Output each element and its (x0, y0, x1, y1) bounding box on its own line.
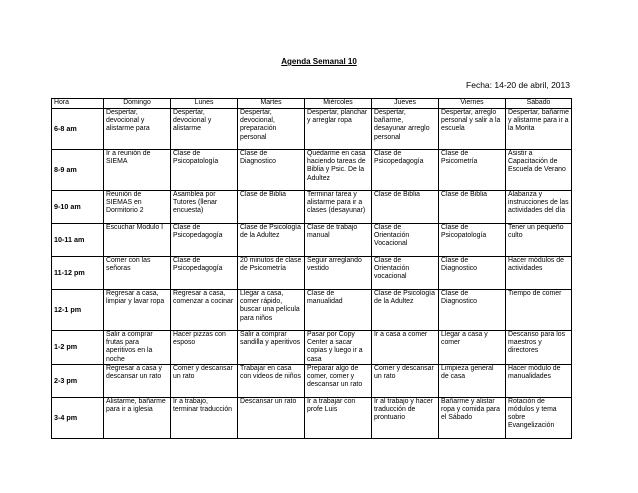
activity-cell: Ir al trabajo y hacer traducción de prontuario (372, 397, 439, 438)
activity-cell: Ir a trabajar con profe Luis (305, 397, 372, 438)
hora-cell: 10-11 am (52, 224, 104, 257)
activity-cell: Reunión de SIEMAS en Dormitorio 2 (104, 191, 171, 224)
table-row (52, 150, 572, 191)
activity-cell: Tiempo de comer (506, 290, 572, 331)
activity-cell: Asistir a Capacitación de Escuela de Verano (506, 150, 572, 191)
activity-cell: Despertar, bañarme y alistarme para ir a la Morita (506, 109, 572, 150)
activity-cell: Clase de Psicometría (439, 150, 506, 191)
activity-cell: 20 minutos de clase de Psicometría (238, 257, 305, 290)
activity-cell: Clase de Psicopatología (439, 224, 506, 257)
activity-cell: Bañarme y alistar ropa y comida para el Sábado (439, 397, 506, 438)
activity-cell: Limpieza general de casa (439, 364, 506, 397)
activity-cell: Clase de Biblia (238, 191, 305, 224)
activity-cell: Tener un pequeño culto (506, 224, 572, 257)
activity-cell: Despertar, planchar y arreglar ropa (305, 109, 372, 150)
hora-cell: 1-2 pm (52, 331, 104, 365)
activity-cell: Clase de Psicopedagogía (171, 224, 238, 257)
activity-cell: Clase de manualidad (305, 290, 372, 331)
activity-cell: Preparar algo de comer, comer y descansar un rato (305, 364, 372, 397)
activity-cell: Clase de Psicología de la Adultez (238, 224, 305, 257)
activity-cell: Clase de Diagnostico (238, 150, 305, 191)
activity-cell: Rotación de módulos y tema sobre Evangelización (506, 397, 572, 438)
activity-cell: Llegar a casa y comer (439, 331, 506, 365)
activity-cell: Ir a trabajo, terminar traducción (171, 397, 238, 438)
header-cell: Hora (52, 99, 104, 109)
activity-cell: Despertar, bañarme, desayunar arreglo personal (372, 109, 439, 150)
activity-cell: Hacer módulo de manualidades (506, 364, 572, 397)
hora-cell: 3-4 pm (52, 397, 104, 438)
activity-cell: Seguir arreglando vestido (305, 257, 372, 290)
activity-cell: Clase de Biblia (372, 191, 439, 224)
activity-cell: Comer con las señoras (104, 257, 171, 290)
activity-cell: Pasar por Copy Center a sacar copias y luego ir a casa (305, 331, 372, 365)
agenda-table (51, 98, 572, 439)
activity-cell: Clase de Psicopedagogía (372, 150, 439, 191)
activity-cell: Ir a reunión de SIEMA (104, 150, 171, 191)
activity-cell: Clase de Biblia (439, 191, 506, 224)
activity-cell: Hacer pizzas con esposo (171, 331, 238, 365)
activity-cell: Salir a comprar frutas para aperitivos en la noche (104, 331, 171, 365)
table-row (52, 224, 572, 257)
activity-cell: Clase de Orientación vocacional (372, 257, 439, 290)
activity-cell: Comer y descansar un rato (171, 364, 238, 397)
activity-cell: Alabanza y instrucciones de las actividades del día (506, 191, 572, 224)
agenda-date: Fecha: 14-20 de abril, 2013 (466, 80, 570, 90)
table-row (52, 290, 572, 331)
table-row (52, 331, 572, 365)
activity-cell: Escuchar Modulo I (104, 224, 171, 257)
header-cell: Martes (238, 99, 305, 109)
activity-cell: Clase de Orientación Vocacional (372, 224, 439, 257)
activity-cell: Regresar a casa, limpiar y lavar ropa (104, 290, 171, 331)
activity-cell: Clase de trabajo manual (305, 224, 372, 257)
header-cell: Jueves (372, 99, 439, 109)
table-row (52, 109, 572, 150)
header-cell: Viernes (439, 99, 506, 109)
hora-cell: 9-10 am (52, 191, 104, 224)
hora-cell: 2-3 pm (52, 364, 104, 397)
hora-cell: 6-8 am (52, 109, 104, 150)
activity-cell: Clase de Psicopedagogía (171, 257, 238, 290)
activity-cell: Hacer módulos de actividades (506, 257, 572, 290)
activity-cell: Despertar, arreglo personal y salir a la escuela (439, 109, 506, 150)
activity-cell: Despertar, devocional y alistarme para (104, 109, 171, 150)
header-cell: Miércoles (305, 99, 372, 109)
agenda-body (52, 109, 572, 439)
activity-cell: Descansar un rato (238, 397, 305, 438)
activity-cell: Descanso para los maestros y directores (506, 331, 572, 365)
agenda-title: Agenda Semanal 10 (281, 57, 357, 66)
table-row (52, 397, 572, 438)
table-row (52, 191, 572, 224)
activity-cell: Comer y descansar un rato (372, 364, 439, 397)
activity-cell: Clase de Psicopatología (171, 150, 238, 191)
activity-cell: Trabajar en casa con videos de niños (238, 364, 305, 397)
activity-cell: Clase de Diagnostico (439, 290, 506, 331)
activity-cell: Salir a comprar sandilla y aperitivos (238, 331, 305, 365)
activity-cell: Regresar a casa, comenzar a cocinar (171, 290, 238, 331)
activity-cell: Asamblea por Tutores (llenar encuesta) (171, 191, 238, 224)
table-row (52, 364, 572, 397)
hora-cell: 11-12 pm (52, 257, 104, 290)
activity-cell: Clase de Psicología de la Adultez (372, 290, 439, 331)
hora-cell: 8-9 am (52, 150, 104, 191)
header-row (52, 99, 572, 109)
activity-cell: Regresar a casa y descansar un rato (104, 364, 171, 397)
hora-cell: 12-1 pm (52, 290, 104, 331)
activity-cell: Despertar, devocional, preparación personal (238, 109, 305, 150)
activity-cell: Terminar tarea y alistarme para ir a clases (desayunar) (305, 191, 372, 224)
header-cell: Sábado (506, 99, 572, 109)
header-cell: Lunes (171, 99, 238, 109)
header-cell: Domingo (104, 99, 171, 109)
table-row (52, 257, 572, 290)
activity-cell: Ir a casa a comer (372, 331, 439, 365)
activity-cell: Llegar a casa, comer rápido, buscar una película para niños (238, 290, 305, 331)
activity-cell: Quedarme en casa haciendo tareas de Biblia y Psic. De la Adultez (305, 150, 372, 191)
activity-cell: Alistarme, bañarme para ir a iglesia (104, 397, 171, 438)
activity-cell: Despertar, devocional y alistarme (171, 109, 238, 150)
activity-cell: Clase de Diagnostico (439, 257, 506, 290)
